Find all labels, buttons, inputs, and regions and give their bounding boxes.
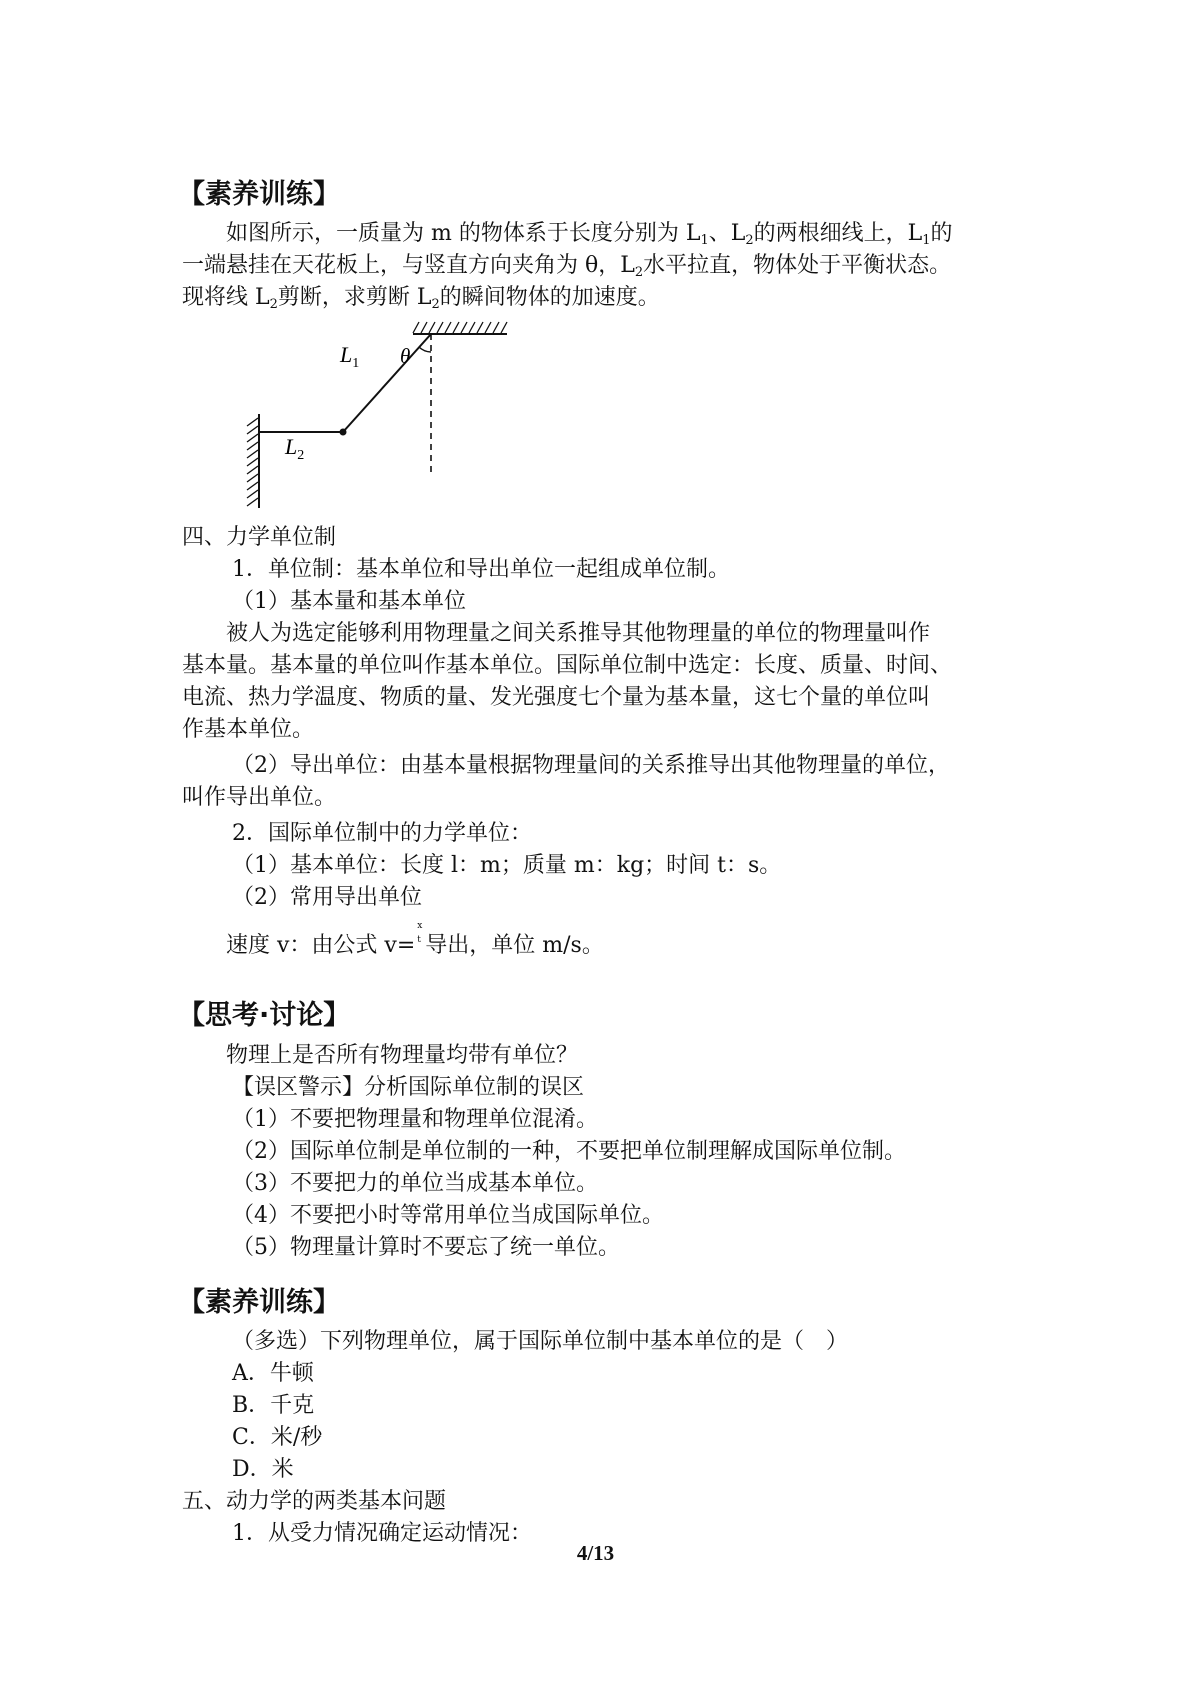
item-2: 2．国际单位制中的力学单位： [232, 821, 532, 846]
option-b: B．千克 [232, 1393, 315, 1418]
angle-arc [419, 347, 431, 352]
option-a: A．牛顿 [232, 1361, 314, 1386]
pendulum-figure [245, 318, 515, 508]
para-line-3: 电流、热力学温度、物质的量、发光强度七个量为基本量，这七个量的单位叫 [182, 685, 931, 710]
item-1-2-line-1: （2）导出单位：由基本量根据物理量间的关系推导出其他物理量的单位， [232, 753, 950, 778]
problem-line-1: 如图所示，一质量为 m 的物体系于长度分别为 $L_1$、$L_2$的两根细线上，$L_1$的 [226, 221, 953, 248]
para-line-4: 作基本单位。 [182, 717, 315, 742]
ceiling-hatch [413, 322, 507, 333]
warning-item-1: （1）不要把物理量和物理单位混淆。 [232, 1107, 598, 1132]
label-L1: $L_1$ [340, 342, 360, 371]
para-line-1: 被人为选定能够利用物理量之间关系推导其他物理量的单位的物理量叫作 [226, 621, 931, 646]
section-heading-training-2: 【素养训练】 [178, 1287, 340, 1318]
label-theta: θ [400, 344, 411, 368]
item-1-1: （1）基本量和基本单位 [232, 589, 466, 614]
warning-item-4: （4）不要把小时等常用单位当成国际单位。 [232, 1203, 664, 1228]
problem-line-2: 一端悬挂在天花板上，与竖直方向夹角为 θ，$L_2$水平拉直，物体处于平衡状态。 [182, 253, 952, 280]
misconception-warning: 【误区警示】分析国际单位制的误区 [232, 1075, 585, 1100]
wall-hatch [247, 418, 258, 506]
warning-item-5: （5）物理量计算时不要忘了统一单位。 [232, 1235, 620, 1260]
warning-item-3: （3）不要把力的单位当成基本单位。 [232, 1171, 598, 1196]
item-1-2-line-2: 叫作导出单位。 [182, 785, 337, 810]
page-number: 4/13 [576, 1541, 615, 1565]
label-L2: $L_2$ [285, 434, 305, 463]
section-title-four: 四、力学单位制 [182, 525, 337, 550]
discussion-question: 物理上是否所有物理量均带有单位？ [226, 1043, 579, 1068]
option-d: D．米 [232, 1457, 294, 1482]
string-L1 [343, 334, 431, 432]
mass-dot [340, 429, 347, 436]
section-heading-training-1: 【素养训练】 [178, 179, 340, 210]
section-five-item-1: 1．从受力情况确定运动情况： [232, 1521, 532, 1546]
multi-choice-question: （多选）下列物理单位，属于国际单位制中基本单位的是（ ） [232, 1329, 849, 1354]
problem-line-3: 现将线 $L_2$剪断，求剪断 $L_2$的瞬间物体的加速度。 [182, 285, 660, 312]
section-heading-discussion: 【思考·讨论】 [178, 1000, 351, 1031]
section-title-five: 五、动力学的两类基本问题 [182, 1489, 447, 1514]
option-c: C．米/秒 [232, 1425, 323, 1450]
item-2-1: （1）基本单位：长度 l：m；质量 m：kg；时间 t：s。 [232, 853, 782, 878]
speed-formula-line: 速度 v：由公式 v= x t 导出，单位 m/s。 [226, 921, 604, 958]
item-2-2: （2）常用导出单位 [232, 885, 422, 910]
fraction-x-over-t: x t [417, 921, 423, 945]
para-line-2: 基本量。基本量的单位叫作基本单位。国际单位制中选定：长度、质量、时间、 [182, 653, 953, 678]
item-1: 1．单位制：基本单位和导出单位一起组成单位制。 [232, 557, 730, 582]
warning-item-2: （2）国际单位制是单位制的一种，不要把单位制理解成国际单位制。 [232, 1139, 906, 1164]
